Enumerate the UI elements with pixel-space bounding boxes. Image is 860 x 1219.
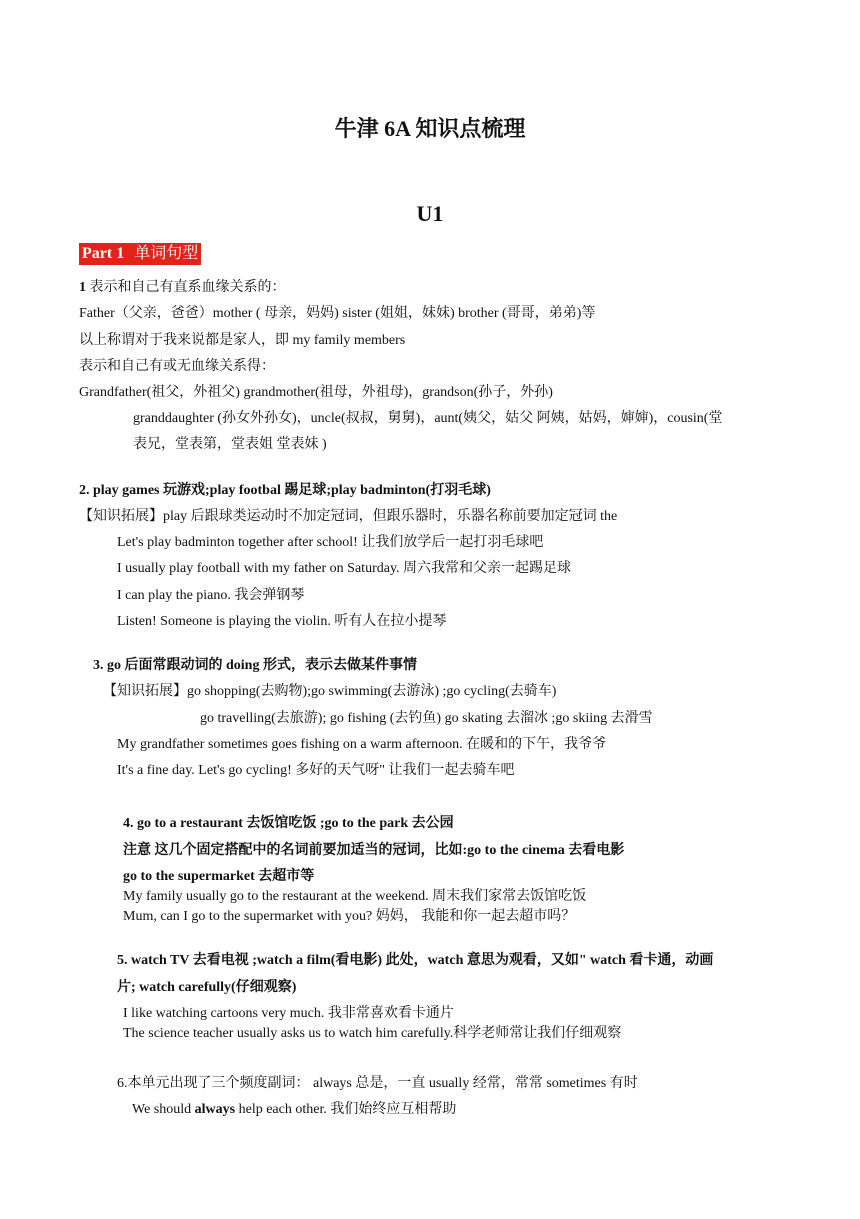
s5-example-1: I like watching cartoons very much. 我非常喜欢看卡通片 xyxy=(123,1006,454,1021)
s2-example-3: I can play the piano. 我会弹钢琴 xyxy=(117,588,305,603)
s1-heading xyxy=(79,279,286,297)
s1-heading-num: 1 xyxy=(79,280,86,295)
s4-example-1: My family usually go to the restaurant at the weekend. 周末我们家常去饭馆吃饭 xyxy=(123,889,587,904)
s4-note-2: go to the supermarket 去超市等 xyxy=(123,869,315,884)
s2-example-4: Listen! Someone is playing the violin. 听有人在拉小提琴 xyxy=(117,614,447,629)
s4-note: 注意 这几个固定搭配中的名词前要加适当的冠词，比如:go to the cinema 去看电影 xyxy=(123,843,625,858)
s2-example-2: I usually play football with my father on Saturday. 周六我常和父亲一起踢足球 xyxy=(117,561,572,576)
s1-line-2: 以上称谓对于我来说都是家人，即 my family members xyxy=(79,333,406,348)
s3-extension-2: go travelling(去旅游); go fishing (去钓鱼) go skating 去溜冰 ;go skiing 去滑雪 xyxy=(200,711,653,726)
s1-heading-text: 表示和自己有直系血缘关系的： xyxy=(89,280,286,295)
s5-heading: 5. watch TV 去看电视 ;watch a film(看电影) 此处，watch 意思为观看，又如" watch 看卡通，动画 xyxy=(117,953,714,968)
s3-extension-1: 【知识拓展】go shopping(去购物);go swimming(去游泳) ;go cycling(去骑车) xyxy=(103,684,557,699)
s6-example-1-pre: We should xyxy=(132,1102,195,1117)
s2-heading: 2. play games 玩游戏;play footbal 踢足球;play badminton(打羽毛球) xyxy=(79,483,491,498)
s1-line-5: granddaughter (孙女外孙女)，uncle(叔叔，舅舅)，aunt(姨父，姑父 阿姨，姑妈，婶婶)，cousin(堂 xyxy=(133,411,723,426)
s4-example-2: Mum, can I go to the supermarket with you? 妈妈， 我能和你一起去超市吗？ xyxy=(123,909,576,924)
s5-heading-2: 片; watch carefully(仔细观察) xyxy=(117,980,297,995)
part-number: Part 1 xyxy=(82,245,125,262)
s2-example-1: Let's play badminton together after school! 让我们放学后一起打羽毛球吧 xyxy=(117,535,544,550)
s5-example-2: The science teacher usually asks us to watch him carefully.科学老师常让我们仔细观察 xyxy=(123,1026,622,1041)
s3-heading: 3. go 后面常跟动词的 doing 形式，表示去做某件事情 xyxy=(93,658,417,673)
s1-line-1: Father（父亲，爸爸）mother ( 母亲，妈妈) sister (姐姐，妹妹) brother (哥哥，弟弟)等 xyxy=(79,306,596,321)
s6-example-1-post: help each other. 我们始终应互相帮助 xyxy=(235,1102,457,1117)
s6-heading: 6.本单元出现了三个频度副词： always 总是，一直 usually 经常，常常 sometimes 有时 xyxy=(117,1076,638,1091)
s1-line-6: 表兄，堂表第，堂表姐 堂表妹 ) xyxy=(133,437,327,452)
s6-example-1-bold: always xyxy=(194,1102,236,1117)
s6-example-1 xyxy=(132,1101,456,1119)
part-label: 单词句型 xyxy=(134,245,199,262)
doc-title: 牛津 6A 知识点梳理 xyxy=(334,116,526,141)
unit-heading: U1 xyxy=(416,201,444,226)
s1-line-3: 表示和自己有或无血缘关系得： xyxy=(79,359,275,374)
s3-example-2: It's a fine day. Let's go cycling! 多好的天气呀" 让我们一起去骑车吧 xyxy=(117,763,515,778)
s4-heading: 4. go to a restaurant 去饭馆吃饭 ;go to the park 去公园 xyxy=(123,816,454,831)
s1-line-4: Grandfather(祖父，外祖父) grandmother(祖母，外祖母)，grandson(孙子，外孙) xyxy=(79,385,553,400)
part-heading xyxy=(79,243,201,265)
s2-extension: 【知识拓展】play 后跟球类运动时不加定冠词，但跟乐器时，乐器名称前要加定冠词 the xyxy=(79,509,618,524)
s3-example-1: My grandfather sometimes goes fishing on a warm afternoon. 在暖和的下午，我爷爷 xyxy=(117,737,607,752)
